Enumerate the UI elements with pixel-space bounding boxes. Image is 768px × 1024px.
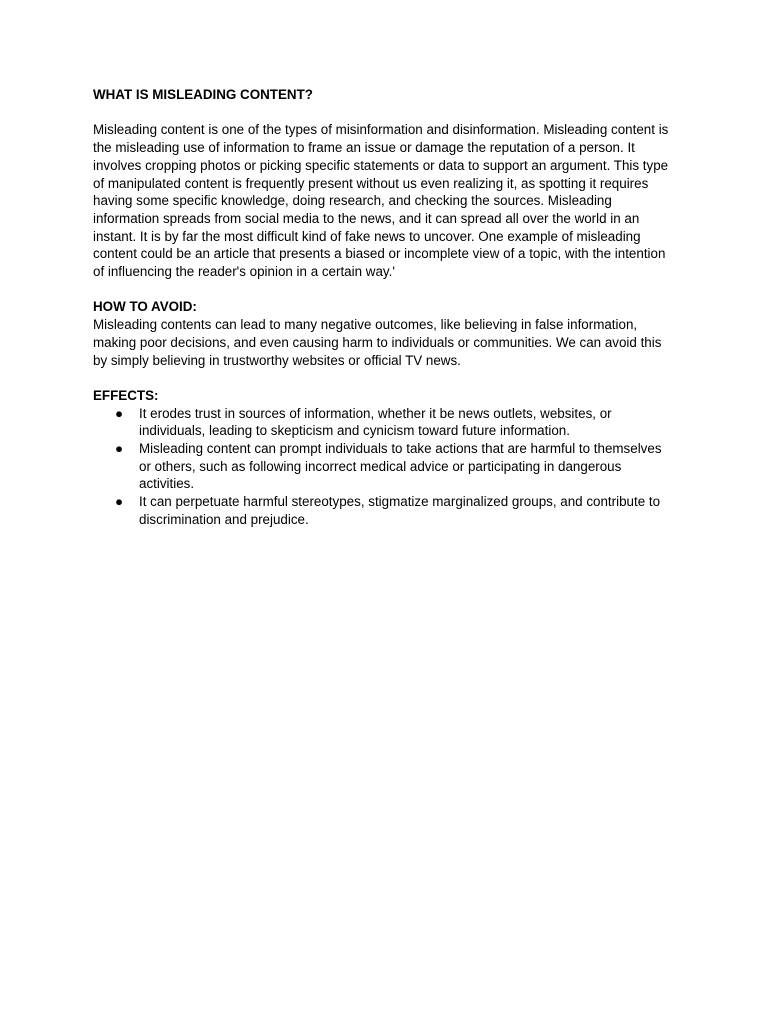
bullet-icon: ● [115,441,124,457]
list-item [93,493,675,528]
section-heading-how-to-avoid: HOW TO AVOID: [93,299,197,315]
spacer [93,369,675,387]
section-body-what-is: Misleading content is one of the types of misinformation and disinformation. Misleading content is the misleading use of information to frame an issue or damage the reputation of a person. It involves cropping photos or picking specific statements or data to support an argument. This type of manipulated content is frequently present without us even realizing it, as spotting it requires having some specific knowledge, doing research, and checking the sources. Misleading information spreads from social media to the news, and it can spread all over the world in an instant. It is by far the most difficult kind of fake news to uncover. One example of misleading content could be an article that presents a biased or incomplete view of a topic, with the intention of influencing the reader's opinion in a certain way.' [93,122,669,280]
list-item-text: Misleading content can prompt individuals to take actions that are harmful to themselves or others, such as following incorrect medical advice or participating in dangerous activities. [139,441,662,492]
list-item [93,405,675,440]
spacer [93,281,675,299]
document-page [93,86,675,529]
list-item-text: It can perpetuate harmful stereotypes, stigmatize marginalized groups, and contribute to discrimination and prejudice. [139,494,661,527]
bullet-icon: ● [115,405,124,421]
list-item [93,440,675,493]
effects-list [93,405,675,529]
spacer [93,104,675,122]
bullet-icon: ● [115,494,124,510]
section-heading-what-is: WHAT IS MISLEADING CONTENT? [93,87,313,102]
section-body-how-to-avoid: Misleading contents can lead to many negative outcomes, like believing in false information, making poor decisions, and even causing harm to individuals or communities. We can avoid this by simply believing in trustworthy websites or official TV news. [93,317,662,368]
list-item-text: It erodes trust in sources of information, whether it be news outlets, websites, or individuals, leading to skepticism and cynicism toward future information. [139,405,612,439]
section-heading-effects: EFFECTS: [93,387,159,403]
